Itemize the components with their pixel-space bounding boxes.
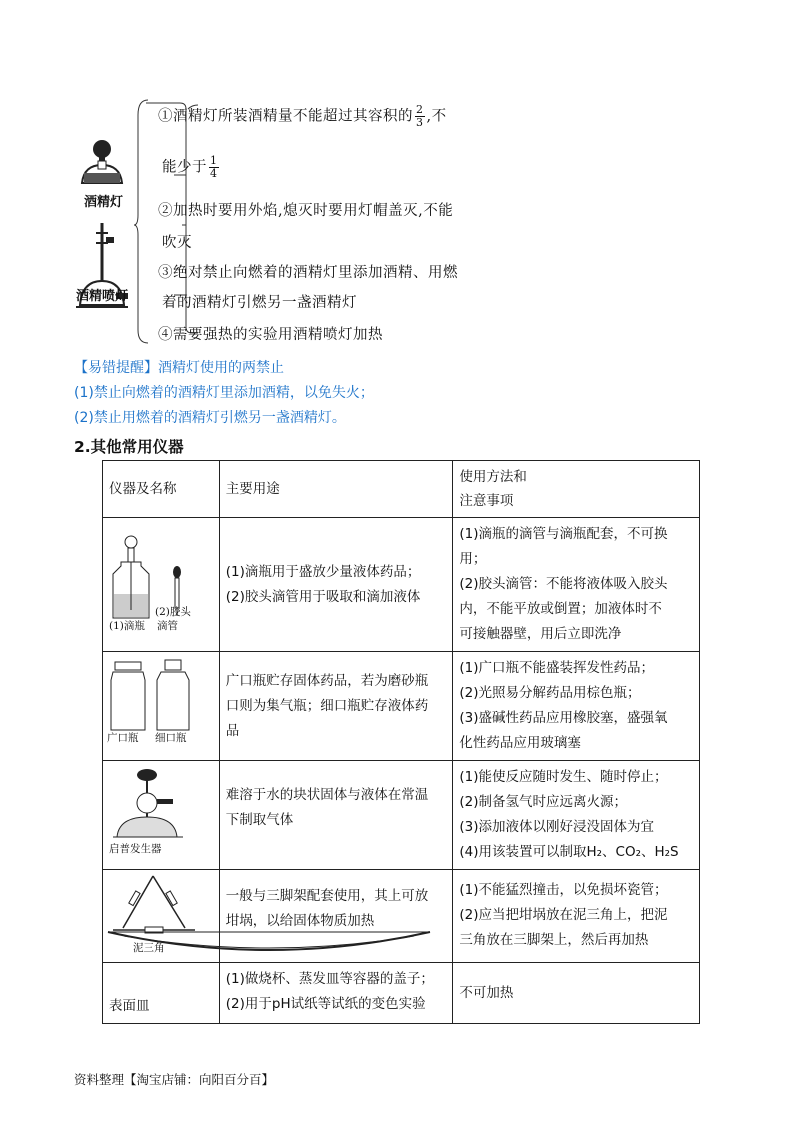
table-row [103, 761, 700, 870]
footer-source: 资料整理【淘宝店铺：向阳百分百】 [74, 1072, 275, 1087]
dropper-caption-a: (2)胶头 [155, 606, 191, 618]
alcohol-lamp-caption: 酒精灯 [84, 195, 124, 210]
dropper-use-cell: (1)滴瓶用于盛放少量液体药品； (2)胶头滴管用于吸取和滴加液体 [219, 518, 453, 652]
fraction-one-quarter: $\frac{1}{4}$ [210, 154, 218, 180]
kipp-apparatus-icon [111, 765, 191, 841]
reagent-bottles-icon [109, 658, 199, 734]
spray-lamp-caption: 酒精喷灯 [76, 289, 129, 304]
watch-glass-caption: 表面皿 [109, 998, 150, 1014]
tip-item-2: (2)禁止用燃着的酒精灯引燃另一盏酒精灯。 [74, 410, 346, 426]
watch-glass-icon [104, 928, 434, 954]
dropper-notes-cell: (1)滴瓶的滴管与滴瓶配套，不可换 用； (2)胶头滴管：不能将液体吸入胶头 内，不能平放或倒置；加液体时不 可接触器壁，用后立即洗净 [453, 518, 700, 652]
rule-2-line2: 吹灭 [162, 235, 192, 251]
narrow-mouth-bottle-caption: 细口瓶 [155, 732, 187, 744]
table-row [103, 518, 700, 652]
rule-3-line1: ③绝对禁止向燃着的酒精灯里添加酒精、用燃 [158, 265, 458, 281]
vertical-connector [134, 95, 154, 345]
watch-glass-use-cell: (1)做烧杯、蒸发皿等容器的盖子； (2)用于pH试纸等试纸的变色实验 [219, 963, 453, 1024]
table-row [103, 963, 700, 1024]
reagent-bottle-notes-cell: (1)广口瓶不能盛装挥发性药品； (2)光照易分解药品用棕色瓶； (3)盛碱性药品应用橡胶塞，盛强氧 化性药品应用玻璃塞 [453, 652, 700, 761]
clay-triangle-use-cell: 一般与三脚架配套使用，其上可放 坩埚，以给固体物质加热 [219, 870, 453, 963]
clay-triangle-caption: 泥三角 [133, 942, 165, 954]
section-title: 2.其他常用仪器 [74, 438, 184, 456]
rule-2-line1: ②加热时要用外焰,熄灭时要用灯帽盖灭,不能 [158, 203, 454, 219]
kipp-apparatus-notes-cell: (1)能使反应随时发生、随时停止； (2)制备氢气时应远离火源； (3)添加液体以刚好浸没固体为宜 (4)用该装置可以制取H₂、CO₂、H₂S [453, 761, 700, 870]
header-use: 主要用途 [219, 461, 453, 518]
header-instrument: 仪器及名称 [103, 461, 220, 518]
clay-triangle-notes-cell: (1)不能猛烈撞击，以免损坏瓷管； (2)应当把坩埚放在泥三角上，把泥 三角放在三脚架上，然后再加热 [453, 870, 700, 963]
reagent-bottle-image-cell [103, 652, 220, 761]
rule-1-line1: ①酒精灯所装酒精量不能超过其容积的 $\frac{2}{3}$ ,不 [158, 103, 447, 129]
dropper-bottle-image-cell [103, 518, 220, 652]
alcohol-lamp-figure [72, 95, 458, 345]
rule-3-line2: 着的酒精灯引燃另一盏酒精灯 [162, 295, 357, 311]
wide-mouth-bottle-caption: 广口瓶 [107, 732, 139, 744]
fraction-two-thirds: $\frac{2}{3}$ [416, 103, 424, 129]
table-row [103, 652, 700, 761]
kipp-apparatus-use-cell: 难溶于水的块状固体与液体在常温 下制取气体 [219, 761, 453, 870]
dropper-caption-b: 滴管 [157, 620, 178, 632]
watch-glass-image-cell [103, 963, 220, 1024]
rule-4: ④需要强热的实验用酒精喷灯加热 [158, 327, 383, 343]
kipp-apparatus-caption: 启普发生器 [109, 843, 162, 855]
kipp-apparatus-image-cell [103, 761, 220, 870]
alcohol-lamp-drawing [82, 140, 122, 183]
header-notes: 使用方法和 注意事项 [453, 461, 700, 518]
dropper-bottle-caption: (1)滴瓶 [109, 620, 145, 632]
watch-glass-notes-cell: 不可加热 [453, 963, 700, 1024]
tip-item-1: (1)禁止向燃着的酒精灯里添加酒精，以免失火； [74, 385, 374, 401]
tip-heading: 【易错提醒】酒精灯使用的两禁止 [74, 360, 284, 376]
table-header-row [103, 461, 700, 518]
rule-1-line2: 能少于 $\frac{1}{4}$ [162, 154, 218, 180]
reagent-bottle-use-cell: 广口瓶贮存固体药品，若为磨砂瓶 口则为集气瓶；细口瓶贮存液体药 品 [219, 652, 453, 761]
